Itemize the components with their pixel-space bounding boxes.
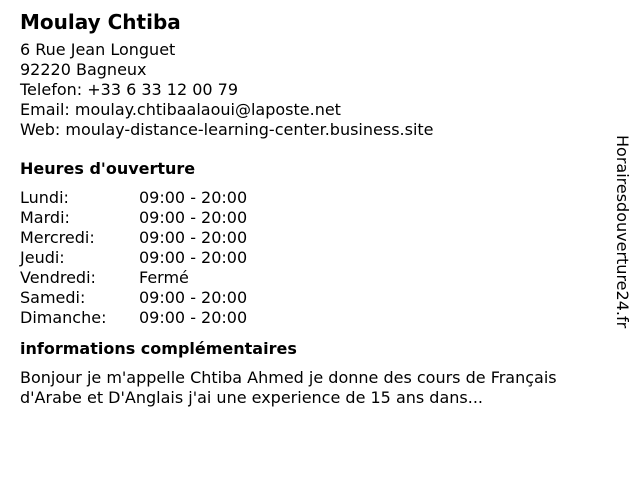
- opening-hours-table: [20, 188, 600, 328]
- hours-row-monday: [20, 188, 600, 208]
- city-postal: 92220 Bagneux: [20, 60, 147, 79]
- time-value: 09:00 - 20:00: [139, 308, 248, 327]
- day-label: Jeudi:: [20, 248, 65, 267]
- hours-row-friday: [20, 268, 600, 288]
- time-value: 09:00 - 20:00: [139, 188, 248, 207]
- email-address[interactable]: Email: moulay.chtibaalaoui@laposte.net: [20, 100, 341, 119]
- day-label: Lundi:: [20, 188, 69, 207]
- address-block: [20, 40, 600, 140]
- time-value: 09:00 - 20:00: [139, 228, 248, 247]
- time-value: 09:00 - 20:00: [139, 208, 248, 227]
- day-label: Dimanche:: [20, 308, 107, 327]
- business-name: Moulay Chtiba: [20, 10, 181, 34]
- day-label: Samedi:: [20, 288, 86, 307]
- site-watermark: Horairesdouverture24.fr: [613, 135, 632, 329]
- hours-row-saturday: [20, 288, 600, 308]
- additional-info-text: Bonjour je m'appelle Chtiba Ahmed je donne des cours de Français d'Arabe et D'Anglais j'ai une experience de 15 ans dans...: [20, 368, 557, 407]
- hours-row-sunday: [20, 308, 600, 328]
- hours-row-wednesday: [20, 228, 600, 248]
- time-value: 09:00 - 20:00: [139, 288, 248, 307]
- day-label: Mardi:: [20, 208, 70, 227]
- street-address: 6 Rue Jean Longuet: [20, 40, 176, 59]
- opening-hours-heading: Heures d'ouverture: [20, 159, 196, 178]
- hours-row-thursday: [20, 248, 600, 268]
- hours-row-tuesday: [20, 208, 600, 228]
- day-label: Mercredi:: [20, 228, 95, 247]
- business-card: [20, 8, 600, 408]
- time-value: 09:00 - 20:00: [139, 248, 248, 267]
- day-label: Vendredi:: [20, 268, 96, 287]
- website-link[interactable]: Web: moulay-distance-learning-center.business.site: [20, 120, 434, 139]
- phone-number[interactable]: Telefon: +33 6 33 12 00 79: [20, 80, 239, 99]
- time-value: Fermé: [139, 268, 189, 287]
- additional-info-heading: informations complémentaires: [20, 339, 297, 358]
